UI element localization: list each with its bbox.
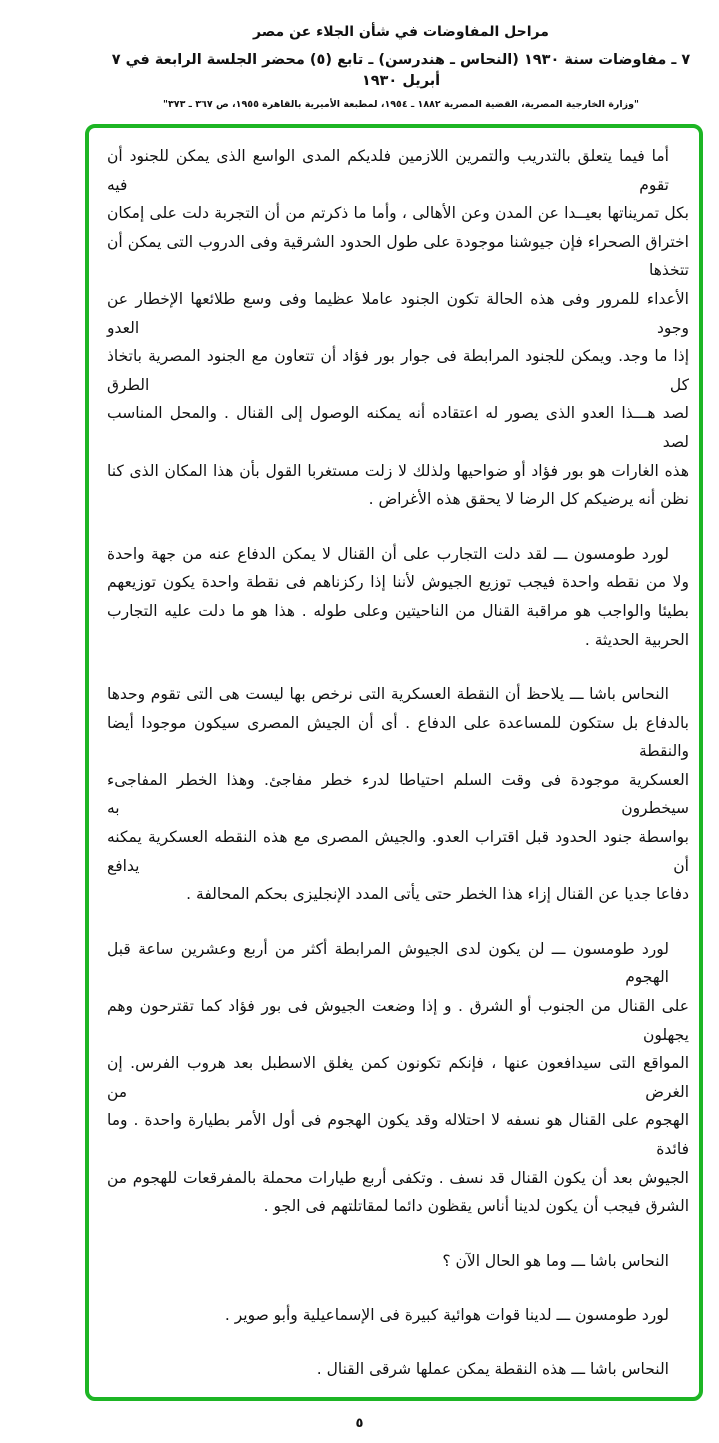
paragraph (107, 935, 689, 1221)
text-line: نظن أنه يرضيكم كل الرضا لا يحقق هذه الأغراض . (368, 490, 689, 509)
document-title: مراحل المفاوضات في شأن الجلاء عن مصر (253, 24, 549, 40)
text-line: اختراق الصحراء فإن جيوشنا موجودة على طول الحدود الشرقية وفى الدروب التى يمكن أن تتخذها (107, 232, 689, 280)
text-line: الجيوش بعد أن يكون القنال قد نسف . وتكفى أربع طيارات محملة بالمفرقعات للهجوم من (107, 1168, 689, 1187)
text-line: العسكرية موجودة فى وقت السلم احتياطا لدرء خطر مفاجئ. وهذا الخطر المفاجىء سيخطرون به (107, 770, 689, 818)
text-line: الهجوم على القنال هو نسفه لا احتلاله وقد يكون الهجوم فى أول الأمر بطيارة واحدة . وما فائدة (107, 1111, 689, 1158)
page-number: ٥ (355, 1415, 364, 1431)
paragraph (107, 142, 689, 514)
document-header (0, 0, 719, 112)
dialogue-line: النحاس باشا ـــ هذه النقطة يمكن عملها شرقى القنال . (316, 1359, 669, 1378)
text-line: ولا من نقطه واحدة فيجب توزيع الجيوش لأننا إذا ركزناهم فى نقطة واحدة يكون توزيعهم (107, 573, 689, 592)
text-line: بواسطة جنود الحدود قبل اقتراب العدو. والجيش المصرى مع هذه النقطه العسكرية يمكنه أن يدافع (107, 828, 689, 875)
text-line: لورد طومسون ـــ لقد دلت التجارب على أن القنال لا يمكن الدفاع عنه من جهة واحدة (107, 544, 669, 563)
text-line: على القنال من الجنوب أو الشرق . و إذا وضعت الجيوش فى بور فؤاد كما تقترحون وهم يجهلون (107, 997, 689, 1044)
document-subtitle: ٧ ـ مفاوضات سنة ١٩٣٠ (النحاس ـ هندرسن) ـ تابع (٥) محضر الجلسة الرابعة في ٧ أبريل ١٩٣٠ (111, 52, 691, 89)
text-line: الحربية الحديثة . (584, 630, 689, 649)
text-line: هذه الغارات هو بور فؤاد أو ضواحيها ولذلك لا زلت مستغربا القول بأن هذا المكان الذى كنا (107, 461, 689, 480)
paragraph (107, 540, 689, 654)
text-line: بالدفاع بل ستكون للمساعدة على الدفاع . أى أن الجيش المصرى سيكون موجودا أيضا والنقطة (107, 713, 689, 761)
text-line: لورد طومسون ـــ لن يكون لدى الجيوش المرابطة أكثر من أربع وعشرين ساعة قبل الهجوم (107, 939, 669, 987)
dialogue-line: النحاس باشا ـــ وما هو الحال الآن ؟ (442, 1251, 669, 1270)
text-line: لصد هـــذا العدو الذى يصور له اعتقاده أنه يمكنه الوصول إلى القنال . والمحل المناسب لصد (107, 404, 689, 451)
text-line: بكل تمريناتها بعيــدا عن المدن وعن الأهالى ، وأما ما ذكرتم من أن التجربة دلت على إمكان (107, 204, 689, 223)
text-line: أما فيما يتعلق بالتدريب والتمرين اللازمين فلديكم المدى الواسع الذى يمكن للجنود أن تقوم فيه (107, 147, 669, 194)
text-line: دفاعا جديا عن القنال إزاء هذا الخطر حتى يأتى المدد الإنجليزى بحكم المحالفة . (186, 885, 689, 904)
text-line: النحاس باشا ـــ يلاحظ أن النقطة العسكرية التى نرخص بها ليست هى التى تقوم وحدها (107, 685, 669, 704)
dialogue-line: لورد طومسون ـــ لدينا قوات هوائية كبيرة فى الإسماعيلية وأبو صوير . (224, 1305, 669, 1324)
text-line: الأعداء للمرور وفى هذه الحالة تكون الجنود عاملا عظيما وفى وسع طلائعها الإخطار عن وجود العدو (107, 289, 689, 337)
text-line: الشرق فيجب أن يكون لدينا أناس يقظون دائما لمقاتلتهم فى الجو . (263, 1197, 689, 1216)
content-frame (85, 124, 703, 1401)
paragraph (107, 680, 689, 909)
source-citation: "وزارة الخارجية المصرية، القضية المصرية ١٨٨٢ ـ ١٩٥٤، لمطبعة الأميرية بالقاهرة ١٩٥٥، ص ٣٦٧ ـ ٣٧٣" (163, 99, 639, 110)
text-line: إذا ما وجد. ويمكن للجنود المرابطة فى جوار بور فؤاد أن تتعاون مع الجنود المصرية باتخاذ كل الطرق (107, 347, 689, 394)
text-line: بطيئا والواجب هو مراقبة القنال من الناحيتين وعلى طوله . هذا هو ما دلت عليه التجارب (107, 601, 689, 620)
text-line: المواقع التى سيدافعون عنها ، فإنكم تكونون كمن يغلق الاسطبل بعد هروب الفرس. إن الغرض من (107, 1054, 689, 1101)
